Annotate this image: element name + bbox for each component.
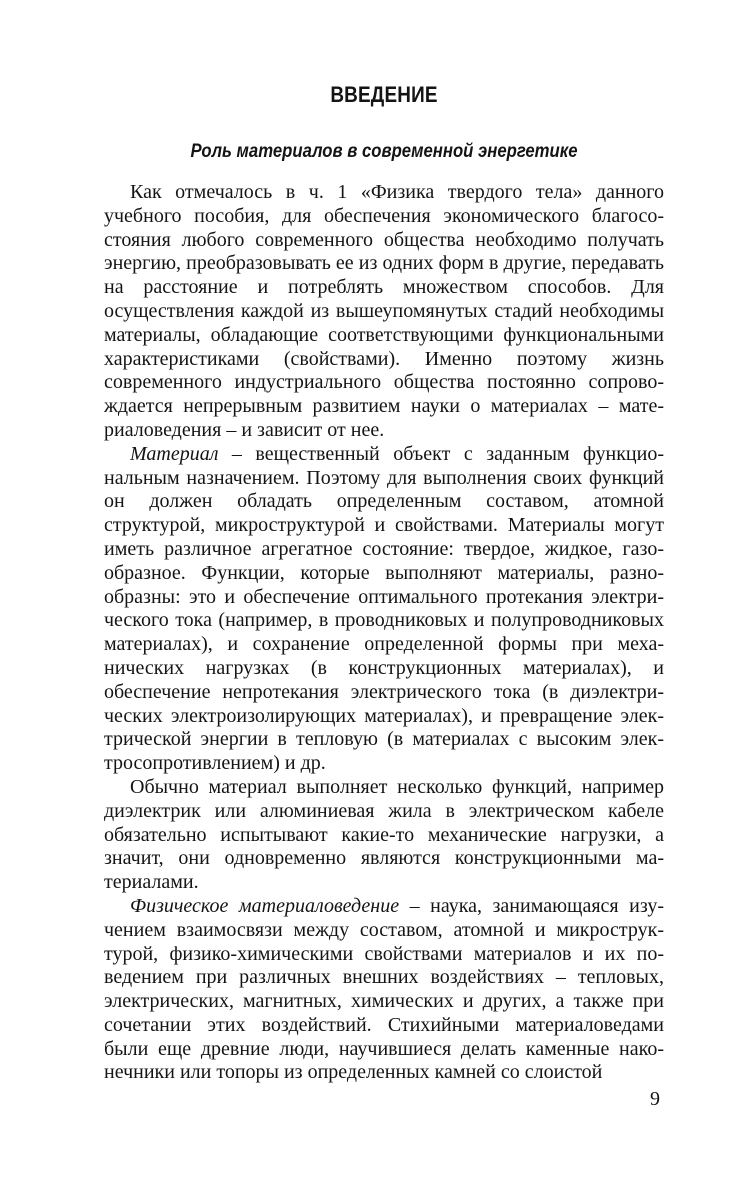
paragraph-text: – наука, занимающаяся изучением взаимосвязи между составом, атомной и микроструктурой, физико-химическими свойствами материалов и их поведением при различных внешних воздействиях – тепловых, электрических, магнитных, химических и других, а также при сочетании этих воздействий. Стихийными материаловедами были еще древние люди, научившиеся делать каменные наконечники или топоры из определенных камней со слоистой [104,894,664,1084]
section-title: Роль материалов в современной энергетике [190,141,578,162]
paragraph-text: Обычно материал выполняет несколько функций, например диэлектрик или алюминиевая жила в электрическом кабеле обязательно испытывают какие-то механические нагрузки, а значит, они одновременно являются конструкционными материалами. [104,775,664,894]
page-number: 9 [650,1088,660,1110]
paragraph-text: Как отмечалось в ч. 1 «Физика твердого тела» данного учебного пособия, для обеспечения экономического благосостояния любого современного общества необходимо получать энергию, преобразовывать ее из одних форм в другие, передавать на расстояние и потреблять множеством способов. Для осуществления каждой из вышеупомянутых стадий необходимы материалы, обладающие соответствующими функциональными характеристиками (свойствами). Именно поэтому жизнь современного индустриального общества постоянно сопровождается непрерывным развитием науки о материалах – материаловедения – и зависит от нее. [104,181,664,441]
paragraph-2 [104,443,664,776]
paragraph-3 [104,776,664,895]
paragraph-4 [104,895,664,1085]
body-text [104,181,664,1085]
chapter-title: ВВЕДЕНИЕ [330,82,438,107]
paragraph-1 [104,181,664,443]
paragraph-text: – вещественный объект с заданным функциональным назначением. Поэтому для выполнения своих функций он должен обладать определенным составом, атомной структурой, микроструктурой и свойствами. Материалы могут иметь различное агрегатное состояние: твердое, жидкое, газообразное. Функции, которые выполняют материалы, разнообразны: это и обеспечение оптимального протекания электрического тока (например, в проводниковых и полупроводниковых материалах), и сохранение определенной формы при механических нагрузках (в конструкционных материалах), и обеспечение непротекания электрического тока (в диэлектрических электроизолирующих материалах), и превращение электрической энергии в тепловую (в материалах с высоким электросопротивлением) и др. [104,442,664,775]
term-material: Материал [130,442,219,465]
term-physical-materials-science: Физическое материаловедение [130,894,400,917]
